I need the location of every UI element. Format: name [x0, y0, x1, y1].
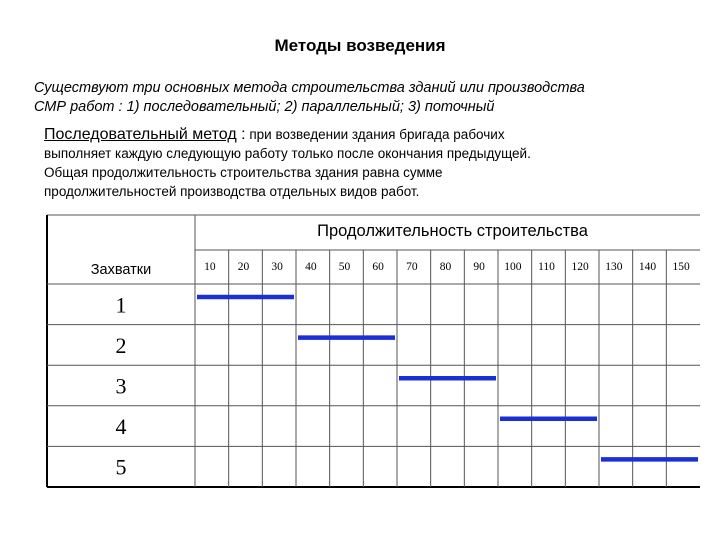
- method-heading-colon: :: [236, 126, 246, 143]
- slide-title: Методы возведения: [274, 36, 446, 55]
- stage-row-label: 2: [115, 332, 127, 358]
- time-tick-label: 150: [672, 261, 690, 273]
- time-tick-label: 20: [237, 261, 250, 273]
- time-tick-label: 90: [473, 261, 485, 273]
- time-tick-label: 10: [204, 261, 216, 273]
- time-tick-label: 50: [338, 261, 351, 273]
- method-line-2: выполняет каждую следующую работу только после окончания предыдущей.: [44, 146, 531, 161]
- method-line-3: Общая продолжительность строительства здания равна сумме: [44, 165, 443, 180]
- stage-row-label: 1: [115, 292, 127, 318]
- stage-row-label: 5: [115, 454, 127, 480]
- intro-line-1: Существуют три основных метода строительства зданий или производства: [34, 80, 585, 96]
- time-tick-label: 120: [571, 261, 589, 273]
- stage-row-label: 4: [115, 414, 127, 440]
- chart-title: Продолжительность строительства: [317, 222, 588, 240]
- time-tick-label: 30: [271, 261, 283, 273]
- time-tick-label: 130: [605, 261, 623, 273]
- time-tick-label: 100: [504, 261, 522, 273]
- method-heading: Последовательный метод: [44, 126, 237, 143]
- time-tick-label: 60: [372, 261, 384, 273]
- time-tick-label: 80: [439, 261, 452, 273]
- stage-row-label: 3: [115, 373, 127, 399]
- time-tick-label: 110: [538, 261, 555, 273]
- method-line-4: продолжительностей производства отдельных видов работ.: [44, 184, 420, 199]
- time-tick-label: 70: [406, 261, 418, 273]
- intro-line-2: СМР работ : 1) последовательный; 2) параллельный; 3) поточный: [34, 99, 495, 115]
- time-tick-label: 40: [305, 261, 317, 273]
- row-header-label: Захватки: [90, 262, 152, 278]
- method-line-1-rest: при возведении здания бригада рабочих: [245, 127, 505, 142]
- time-tick-label: 140: [638, 261, 657, 273]
